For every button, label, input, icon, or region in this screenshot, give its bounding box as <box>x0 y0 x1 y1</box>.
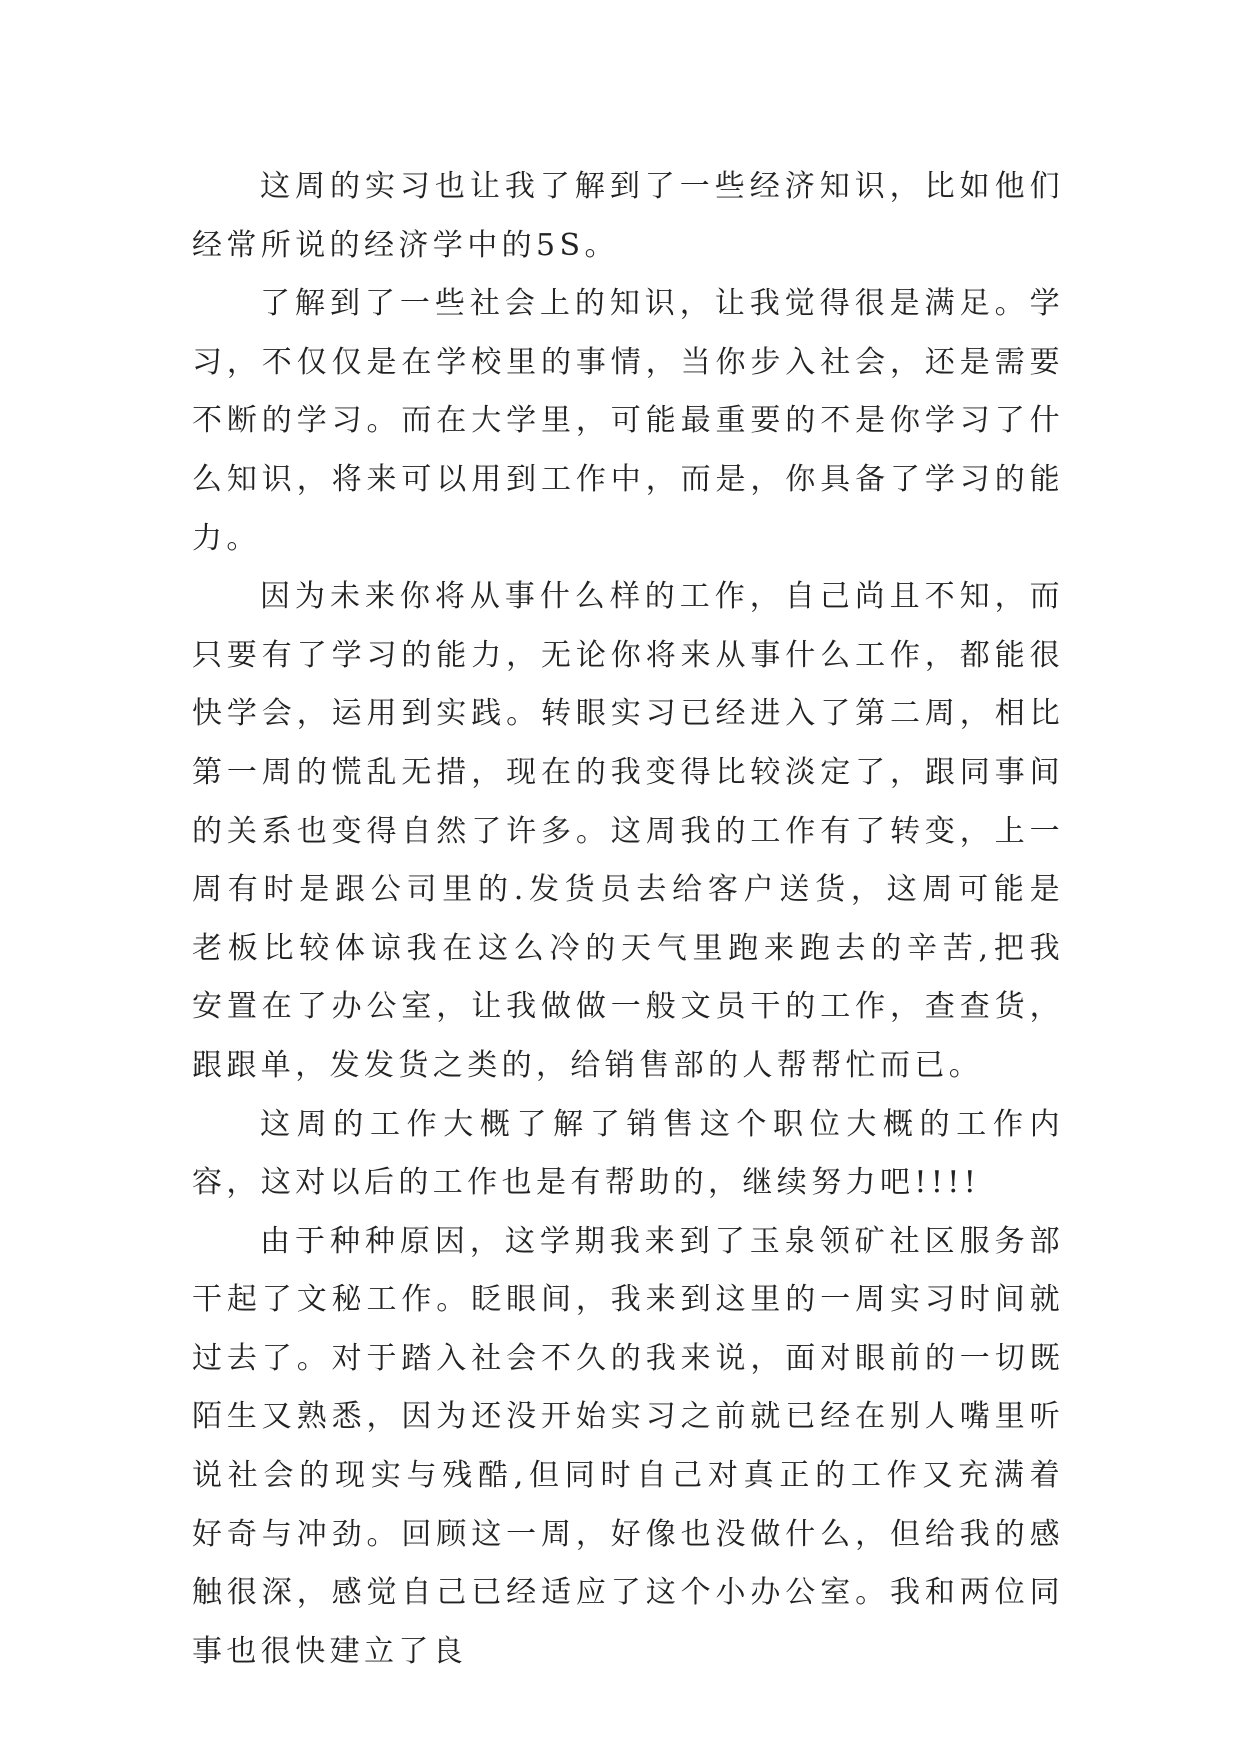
body-text <box>192 158 1064 1681</box>
paragraph: 由于种种原因，这学期我来到了玉泉领矿社区服务部干起了文秘工作。眨眼间，我来到这里的一周实习时间就过去了。对于踏入社会不久的我来说，面对眼前的一切既陌生又熟悉，因为还没开始实习之前就已经在别人嘴里听说社会的现实与残酷,但同时自己对真正的工作又充满着好奇与冲劲。回顾这一周，好像也没做什么，但给我的感触很深，感觉自己已经适应了这个小办公室。我和两位同事也很快建立了良 <box>192 1223 1064 1669</box>
paragraph: 这周的工作大概了解了销售这个职位大概的工作内容，这对以后的工作也是有帮助的，继续努力吧!!!! <box>192 1106 1064 1201</box>
paragraph: 了解到了一些社会上的知识，让我觉得很是满足。学习，不仅仅是在学校里的事情，当你步入社会，还是需要不断的学习。而在大学里，可能最重要的不是你学习了什么知识，将来可以用到工作中，而是，你具备了学习的能力。 <box>192 286 1064 556</box>
paragraph: 这周的实习也让我了解到了一些经济知识，比如他们经常所说的经济学中的5S。 <box>192 169 1064 263</box>
paragraph: 因为未来你将从事什么样的工作，自己尚且不知，而只要有了学习的能力，无论你将来从事什么工作，都能很快学会，运用到实践。转眼实习已经进入了第二周，相比第一周的慌乱无措，现在的我变得比较淡定了，跟同事间的关系也变得自然了许多。这周我的工作有了转变，上一周有时是跟公司里的.发货员去给客户送货，这周可能是老板比较体谅我在这么冷的天气里跑来跑去的辛苦,把我安置在了办公室，让我做做一般文员干的工作，查查货，跟跟单，发发货之类的，给销售部的人帮帮忙而已。 <box>192 579 1064 1083</box>
